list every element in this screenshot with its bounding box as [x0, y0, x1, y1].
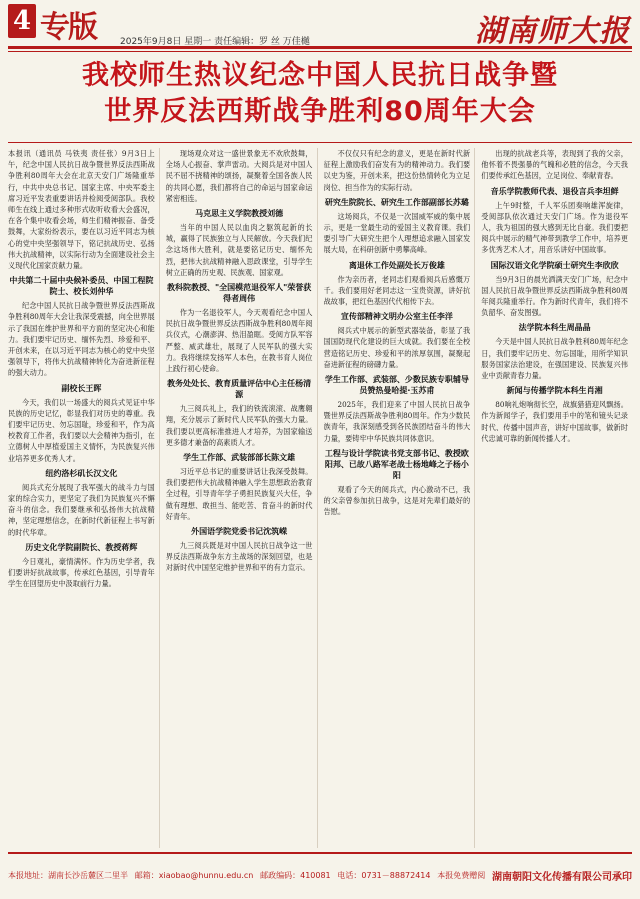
footer	[8, 858, 632, 892]
masthead	[0, 0, 640, 52]
subheading: 法学院本科生周晶晶	[518, 323, 591, 333]
article-column	[166, 148, 318, 848]
headline	[0, 58, 640, 130]
paragraph: 阅兵式充分展现了我军强大的战斗力与国家的综合实力，更坚定了我们为民族复兴不懈奋斗的信念。我们要继承和弘扬伟大抗战精神，坚定理想信念，在新时代新征程上书写新的时代华章。	[8, 482, 155, 537]
subheading: 离退休工作处副处长万俊雄	[348, 260, 445, 270]
paragraph: 九三阅兵礼上，我们的铁流滚滚、战鹰翱翔，充分展示了新时代人民军队的强大力量。我们要以更高标准推进人才培养，为国家输送更多德才兼备的高素质人才。	[165, 404, 313, 447]
subheading: 教科院教授、"全国模范退役军人"荣誉获得者周伟	[166, 283, 312, 304]
subheading: 纽约洛杉矶长汉文化	[45, 468, 118, 478]
issue-info: 2025年9月8日 星期一 责任编辑：罗 丝 万佳樾	[120, 37, 310, 47]
paragraph: 当9月3日的晨光洒满天安门广场，纪念中国人民抗日战争暨世界反法西斯战争胜利80周年阅兵隆重举行。作为新时代青年，我们将不负韶华、奋发图强。	[481, 274, 628, 318]
article-column	[481, 148, 632, 848]
subheading: 学生工作部、武装部、少数民族专职辅导员赞热曼哈提·玉苏甫	[324, 375, 469, 396]
paragraph: 80响礼炮响彻长空，战旗猎猎迎风飘扬。作为新闻学子，我们要用手中的笔和镜头记录时代、传播中国声音，讲好中国故事，做新时代忠诚可靠的新闻传播人才。	[481, 400, 628, 443]
paragraph: 纪念中国人民抗日战争暨世界反法西斯战争胜利80周年大会让我深受震撼，向全世界展示了我国在维护世界和平方面的坚定决心和能力。我们要牢记历史、缅怀先烈、珍爱和平、开创未来，在以习近平同志为核心的党中央坚强领导下，将伟大抗战精神转化为奋进新征程的强大动力。	[8, 301, 155, 378]
footer-printer: 湖南朝阳文化传播有限公司承印	[491, 871, 632, 883]
paragraph: 2025年，我们迎来了中国人民抗日战争暨世界反法西斯战争胜利80周年。作为少数民族青年，我深刻感受到各民族团结奋斗的伟大力量，要铸牢中华民族共同体意识。	[323, 400, 471, 443]
subheading: 副校长王晖	[61, 383, 102, 393]
headline-rule	[8, 142, 632, 143]
article-column	[8, 148, 160, 848]
headline-line-1: 我校师生热议纪念中国人民抗日战争暨	[82, 60, 558, 91]
subheading: 中共第二十届中央候补委员、中国工程院院士、校长刘仲华	[9, 276, 154, 297]
footer-address: 本报地址：湖南长沙岳麓区二里半	[8, 870, 128, 880]
paragraph: 作为一名退役军人，今天观看纪念中国人民抗日战争暨世界反法西斯战争胜利80周年阅兵仪式，心潮澎湃、热泪盈眶。受阅方队军容严整、威武雄壮，展现了人民军队的强大实力。我将继续发扬军人本色，在教书育人岗位上践行初心使命。	[165, 308, 313, 374]
paragraph: 今天，我们以一场盛大的阅兵式见证中华民族的历史记忆，彰显我们对历史的尊重。我们要牢记历史、勿忘国耻，珍爱和平，作为高校教育工作者，我们要以大会精神为指引，在立德树人中厚植爱国主义情怀，为民族复兴伟业培养更多优秀人才。	[8, 397, 155, 463]
paragraph: 不仅仅只有纪念的意义，更是在新时代新征程上激励我们奋发有为的精神动力。我们要以史为鉴，开创未来，把这份热情转化为立足岗位、担当作为的实际行动。	[323, 149, 471, 192]
paragraph: 阅兵式中展示的新型武器装备，彰显了我国国防现代化建设的巨大成就。我们要在全校营造铭记历史、珍爱和平的浓厚氛围，凝聚起奋进新征程的磅礴力量。	[323, 326, 471, 369]
paragraph: 当年的中国人民以血肉之躯筑起新的长城，赢得了民族独立与人民解放。今天我们纪念这场伟大胜利，就是要铭记历史、缅怀先烈，把伟大抗战精神融入思政课堂，引导学生树立正确的历史观、民族观、国家观。	[165, 223, 313, 277]
footer-note: 本报免费赠阅	[437, 870, 486, 880]
subheading: 工程与设计学院读书党支部书记、教授欧阳邦、已故八路军老战士杨地峰之子杨小阳	[324, 448, 469, 480]
paragraph: 作为亲历者，老同志们观看阅兵后感慨万千。我们要用好老同志这一宝贵资源，讲好抗战故事，把红色基因代代相传下去。	[323, 274, 471, 307]
subheading: 新闻与传播学院本科生肖湘	[506, 386, 603, 396]
paragraph: 上午9时整，千人军乐团奏响雄浑旋律，受阅部队依次通过天安门广场。作为退役军人，我为祖国的强大感到无比自豪。我们要把阅兵中展示的精气神带到教学工作中，培养更多优秀艺术人才，用音乐讲好中国故事。	[481, 200, 628, 255]
paragraph: 今天是中国人民抗日战争胜利80周年纪念日，我们要牢记历史、勿忘国耻，用所学知识服务国家法治建设，在强国建设、民族复兴伟业中贡献青春力量。	[481, 337, 628, 381]
paragraph: 这场阅兵，不仅是一次国威军威的集中展示，更是一堂最生动的爱国主义教育课。我们要引导广大研究生把个人理想追求融入国家发展大局，在科研创新中勇攀高峰。	[323, 211, 471, 255]
subheading: 学生工作部、武装部部长陈文雄	[183, 453, 296, 463]
subheading: 马克思主义学院教授刘德	[195, 209, 284, 219]
subheading: 教务处处长、教育质量评估中心主任杨清源	[167, 379, 312, 400]
article-body	[8, 148, 632, 848]
paragraph: 九三阅兵既是对中国人民抗日战争这一世界反法西斯战争东方主战场的深刻回望，也是对新时代中国坚定维护世界和平的有力宣示。	[165, 541, 313, 573]
subheading: 音乐学院教师代表、退役言兵李坦鲜	[490, 186, 619, 196]
paragraph: 出现的抗战老兵等，表现到了我的父亲，他怀着不畏强暴的气魄和必胜的信念，今天我们要传承红色基因，立足岗位、奉献青春。	[481, 149, 628, 181]
article-column	[324, 148, 476, 848]
footer-rule	[8, 852, 632, 854]
paragraph: 现场观众对这一盛世景象无不欢欣鼓舞，全场人心振奋、掌声雷动。大阅兵是对中国人民不屈不挠精神的颂扬，凝聚着全国各族人民的共同心愿，我们都将自己的命运与国家命运紧密相连。	[165, 149, 313, 203]
page-number-badge: 4	[8, 4, 36, 38]
subheading: 历史文化学院副院长、教授蒋辉	[25, 542, 138, 552]
footer-postcode: 邮政编码：410081	[260, 870, 331, 880]
masthead-rule	[8, 46, 632, 49]
footer-phone: 电话：0731－88872414	[337, 870, 431, 880]
subheading: 研究生院院长、研究生工作部副部长苏璐	[324, 197, 469, 207]
masthead-rule-thin	[8, 51, 632, 52]
paragraph: 今日观礼，豪情满怀。作为历史学者，我们要讲好抗战故事，传承红色基因，引导青年学生在回望历史中汲取前行力量。	[8, 556, 155, 589]
section-name: 专版	[40, 10, 96, 45]
headline-line-2: 世界反法西斯战争胜利80周年大会	[104, 96, 536, 127]
subheading: 宣传部精神文明办公室主任李洋	[340, 312, 453, 322]
paragraph: 本报讯（通讯员 马铁夷 责任张）9月3日上午，纪念中国人民抗日战争暨世界反法西斯战争胜利80周年大会在北京天安门广场隆重举行，中共中央总书记、国家主席、中央军委主席习近平发表重要讲话并检阅受阅部队。我校师生在线上通过多种形式收听收看大会盛况，在各个集中收看会场，师生们精神振奋、备受鼓舞，大家纷纷表示，要在以习近平同志为核心的党中央坚强领导下，铭记抗战历史、弘扬伟大抗战精神，以实际行动为全面建设社会主义现代化国家贡献力量。	[8, 149, 155, 271]
paragraph: 习近平总书记的重要讲话让我深受鼓舞。我们要把伟大抗战精神融入学生思想政治教育全过程，引导青年学子勇担民族复兴大任，争做有理想、敢担当、能吃苦、肯奋斗的新时代好青年。	[165, 467, 313, 521]
paper-name-logo: 湖南师大报	[475, 14, 630, 49]
paragraph: 观看了今天的阅兵式，内心激动不已，我的父亲曾参加抗日战争，这是对先辈们最好的告慰。	[323, 484, 471, 517]
footer-email: 邮箱：xiaobao@hunnu.edu.cn	[134, 870, 254, 880]
subheading: 外国语学院党委书记沈筑嵘	[191, 527, 288, 537]
subheading: 国际汉语文化学院硕士研究生李欣欣	[490, 260, 619, 270]
